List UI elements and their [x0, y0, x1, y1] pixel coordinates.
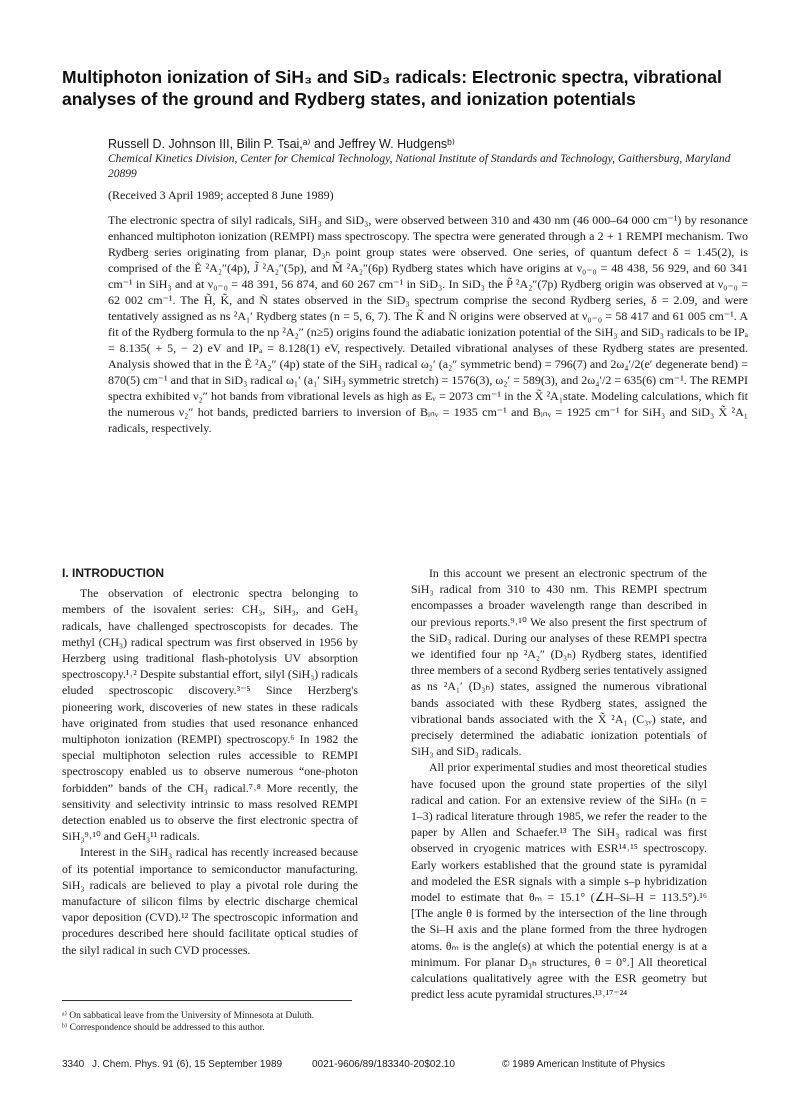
paragraph: All prior experimental studies and most theoretical studies have focused upon the ground state properties of the silyl radical and cation. For an extensive review of the SiHₙ (n = 1–3) radical literature through 1985, we refer the reader to the paper by Allen and Schaefer.¹³ The SiH₃ radical was first observed in cryogenic matrices with ESR¹⁴˒¹⁵ spectroscopy. Early workers established that the ground state is pyramidal and modeled the ESR signals with a simple s–p hybridization model to estimate that θₘ = 15.1° (∠H–Si–H = 113.5°).¹⁶ [The angle θ is formed by the intersection of the line through the Si–H axis and the plane formed from the three hydrogen atoms. θₘ is the angle(s) at which the potential energy is at a minimum. For planar D₃ₕ structures, θ = 0°.] All theoretical calculations qualitatively agree with the ESR geometry but predict less acute pyramidal structures.¹³˒¹⁷⁻²⁴ — [411, 760, 707, 1002]
footnote-divider — [62, 1000, 352, 1001]
journal-citation: J. Chem. Phys. 91 (6), 15 September 1989 — [92, 1059, 283, 1070]
right-column — [411, 565, 707, 1002]
copyright-notice: © 1989 American Institute of Physics — [502, 1059, 666, 1070]
footnote: ᵃ⁾ On sabbatical leave from the University of Minnesota at Duluth. — [62, 1011, 315, 1021]
left-column — [62, 565, 358, 958]
footnote: ᵇ⁾ Correspondence should be addressed to this author. — [62, 1023, 265, 1033]
page-footer — [62, 1059, 752, 1073]
received-dates: (Received 3 April 1989; accepted 8 June 1989) — [108, 188, 334, 202]
paragraph: Interest in the SiH₃ radical has recently increased because of its potential importance to semiconductor manufacturing. SiH₃ radicals are believed to play a pivotal role during the manufacture of silicon films by electric discharge chemical vapor deposition (CVD).¹² The spectroscopic information and procedures described here should facilitate optical studies of the silyl radical in such CVD processes. — [62, 845, 358, 957]
paragraph: The observation of electronic spectra belonging to members of the isovalent series: CH₃, SiH₃, and GeH₃ radicals, have challenged spectroscopists for decades. The methyl (CH₃) radical spectrum was first observed in 1956 by Herzberg using traditional flash-photolysis UV absorption spectroscopy.¹˒² Despite substantial effort, silyl (SiH₃) radicals eluded spectroscopic discovery.³⁻⁵ Since Herzberg's pioneering work, discoveries of new states in these radicals have originated from studies that used resonance enhanced multiphoton ionization (REMPI) spectroscopy.⁶ In 1982 the special multiphoton selection rules accessible to REMPI spectroscopy enabled us to observe numerous “one-photon forbidden” bands of the CH₃ radical.⁷˒⁸ More recently, the sensitivity and selectivity intrinsic to mass resolved REMPI detection enabled us to observe the first electronic spectra of SiH₃⁹˒¹⁰ and GeH₃¹¹ radicals. — [62, 586, 358, 844]
section-heading: I. INTRODUCTION — [62, 566, 164, 580]
author-list: Russell D. Johnson III, Bilin P. Tsai,ᵃ⁾ and Jeffrey W. Hudgensᵇ⁾ — [108, 137, 455, 151]
abstract — [108, 212, 748, 436]
abstract-text: The electronic spectra of silyl radicals, SiH₃ and SiD₃, were observed between 310 and 430 nm (46 000–64 000 cm⁻¹) by resonance enhanced multiphoton ionization (REMPI) mass spectroscopy. The spectra were generated through a 2 + 1 REMPI mechanism. Two Rydberg series originating from planar, D₃ₕ point group states were observed. One series, of quantum defect δ = 1.45(2), is comprised of the Ẽ ²A₂″(4p), J̃ ²A₂″(5p), and M̃ ²A₂″(6p) Rydberg states which have origins at ν₀₋₀ = 48 438, 56 929, and 60 341 cm⁻¹ in SiH₃ and at ν₀₋₀ = 48 391, 56 874, and 60 267 cm⁻¹ in SiD₃. In SiD₃ the P̃ ²A₂″(7p) Rydberg origin was observed at ν₀₋₀ = 62 002 cm⁻¹. The H̃, K̃, and Ñ states observed in the SiD₃ spectrum comprise the second Rydberg series, δ = 2.09, and were tentatively assigned as ns ²A₁′ Rydberg states (n = 5, 6, 7). The K̃ and Ñ origins were observed at ν₀₋₀ = 58 417 and 61 005 cm⁻¹. A fit of the Rydberg formula to the np ²A₂″ (n≥5) origins found the adiabatic ionization potential of the SiH₃ and SiD₃ radicals to be IPₐ = 8.135( + 5, − 2) eV and IPₐ = 8.128(1) eV, respectively. Detailed vibrational analyses of these Rydberg states are presented. Analysis showed that in the Ẽ ²A₂″ (4p) state of the SiH₃ radical ω₂′ (a₂″ symmetric bend) = 796(7) and 2ω₄′/2(e′ degenerate bend) = 870(5) cm⁻¹ and that in SiD₃ radical ω₁′ (a₁′ SiH₃ symmetric stretch) = 1576(3), ω₂′ = 589(3), and 2ω₄′/2 = 635(6) cm⁻¹. The REMPI spectra exhibited ν₂″ hot bands from vibrational levels as high as Eᵥ = 2073 cm⁻¹ in the X̃ ²A₁state. Modeling calculations, which fit the numerous ν₂″ hot bands, predicted barriers to inversion of Bᵢₙᵥ = 1935 cm⁻¹ and Bᵢₙᵥ = 1925 cm⁻¹ for SiH₃ and SiD₃ X̃ ²A₁ radicals, respectively. — [108, 213, 748, 435]
footnotes — [62, 1010, 362, 1034]
paragraph: In this account we present an electronic spectrum of the SiH₃ radical from 310 to 430 nm. This REMPI spectrum encompasses a broader wavelength range than described in our previous reports.⁹˒¹⁰ We also present the first spectrum of the SiD₃ radical. During our analyses of these REMPI spectra we identified four np ²A₂″ (D₃ₕ) Rydberg states, identified three members of a second Rydberg series tentatively assigned as ns ²A₁′ (D₃ₕ) states, assigned the numerous vibrational bands associated with these Rydberg states, assigned the vibrational bands associated with the X̃ ²A₁ (C₃ᵥ) state, and precisely determined the adiabatic ionization potentials of SiH₃ and SiD₃ radicals. — [411, 566, 707, 759]
page-number: 3340 — [62, 1059, 85, 1070]
article-title: Multiphoton ionization of SiH₃ and SiD₃ radicals: Electronic spectra, vibrational analyses of the ground and Rydberg states, and ionization potentials — [62, 67, 722, 109]
affiliation: Chemical Kinetics Division, Center for Chemical Technology, National Institute of Standards and Technology, Gaithersburg, Maryland 20899 — [108, 153, 731, 180]
article-code: 0021-9606/89/183340-20$02.10 — [312, 1059, 455, 1070]
